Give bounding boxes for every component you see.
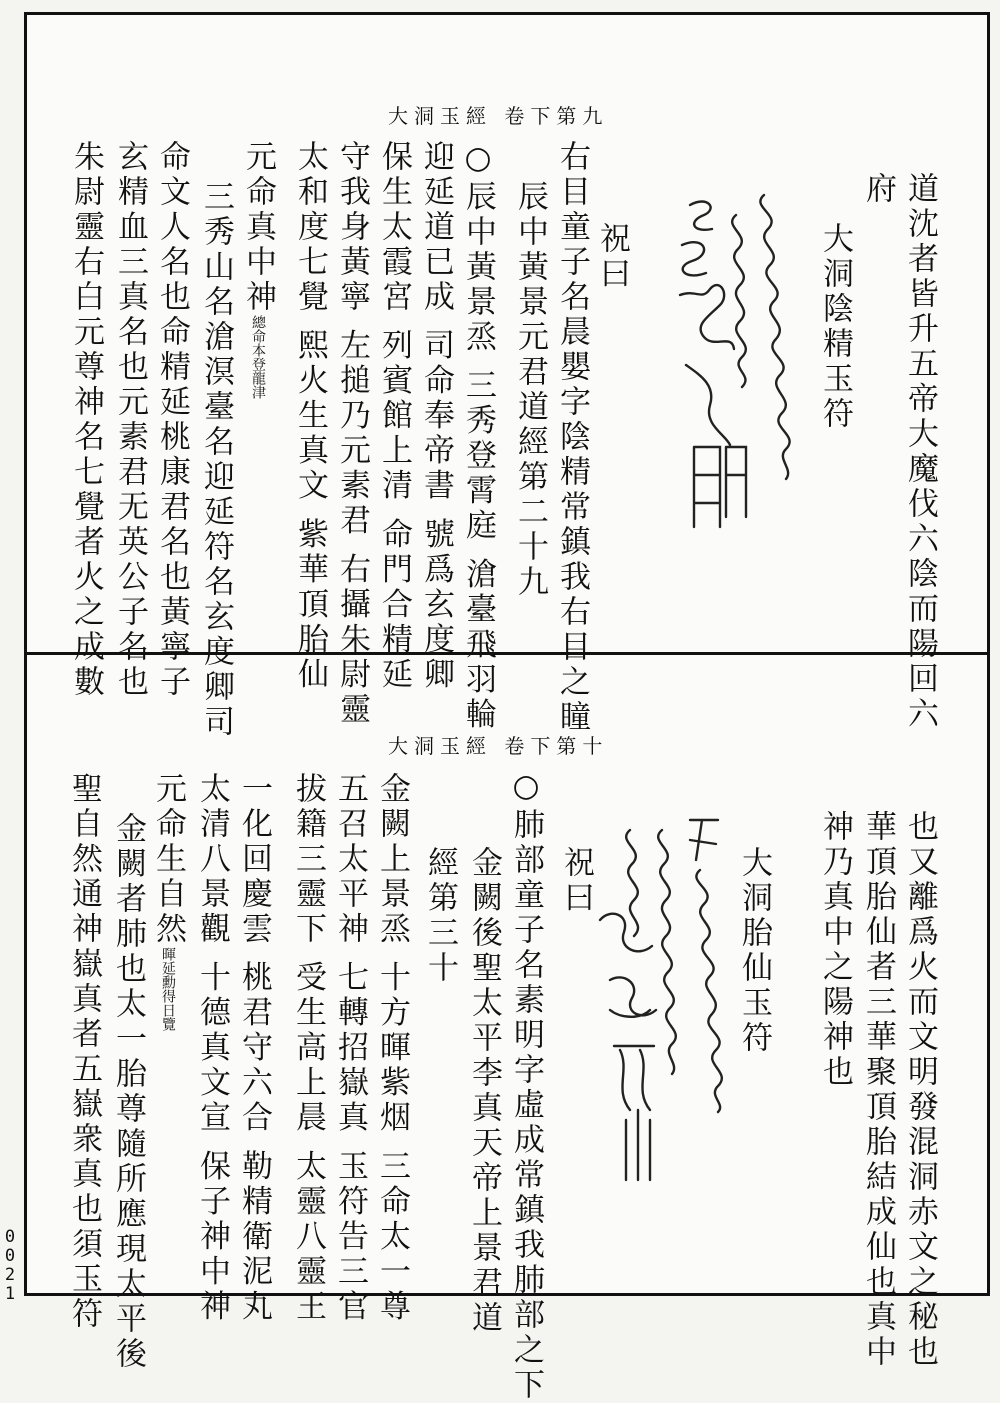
bottom-col-16: 聖自然通神嶽真者五嶽衆真也須玉符 — [66, 772, 102, 1332]
top-col-9: 保生太霞宮 列賓館上清 命門合精延 — [376, 140, 412, 693]
top-col-14: 命文人名也命精延桃康君名也黃寧子 — [154, 140, 190, 700]
top-col-16: 朱尉靈右白元尊神名七覺者火之成數 — [68, 140, 104, 700]
bottom-col-2: 華頂胎仙者三華聚頂胎結成仙也真中 — [860, 810, 896, 1370]
bottom-col-9: 金闕上景烝 十方暉紫烟 三命太一尊 — [374, 772, 410, 1325]
bottom-col-1: 也又離爲火而文明發混洞赤文之秘也 — [902, 810, 938, 1370]
top-col-4: 祝曰 — [594, 222, 630, 292]
top-col-12-note: 總命本登龍津 — [250, 315, 266, 399]
top-col-1: 道沈者皆升五帝大魔伐六陰而陽回六 — [902, 172, 938, 732]
top-col-5: 右目童子名晨嬰字陰精常鎮我右目之瞳 — [554, 140, 590, 735]
top-col-2: 府 — [860, 172, 896, 207]
top-col-7: ○辰中黃景烝 三秀登霄庭 滄臺飛羽輪 — [460, 140, 496, 733]
bottom-col-6: ○肺部童子名素明字虛成常鎮我肺部之下 — [508, 768, 544, 1403]
bottom-col-5: 祝曰 — [558, 846, 594, 916]
bottom-col-13: 太清八景觀 十德真文宣 保子神中神 — [194, 772, 230, 1325]
bottom-col-10: 五召太平神 七轉招嶽真 玉符告三官 — [332, 772, 368, 1325]
top-col-11: 太和度七覺 熙火生真文 紫華頂胎仙 — [292, 140, 328, 693]
top-col-15: 玄精血三真名也元素君无英公子名也 — [112, 140, 148, 700]
talisman-tai-xian-icon — [590, 810, 730, 1190]
bottom-col-7: 金闕後聖太平李真天帝上景君道 — [466, 846, 502, 1336]
top-col-3: 大洞陰精玉符 — [817, 222, 853, 432]
top-col-13: 三秀山名滄溟臺名迎延符名玄度卿司 — [198, 180, 234, 740]
bottom-col-12: 一化回慶雲 桃君守六合 勒精衛泥丸 — [236, 772, 272, 1325]
top-header: 大洞玉經 卷下第九 — [388, 104, 609, 128]
top-col-10: 守我身黃寧 左搥乃元素君 右攝朱尉靈 — [334, 140, 370, 728]
top-col-8: 迎延道已成 司命奉帝書 號爲玄度卿 — [418, 140, 454, 693]
bottom-header: 大洞玉經 卷下第十 — [388, 734, 609, 758]
bottom-col-14-note: 暉延勳得日覽 — [160, 947, 176, 1031]
bottom-col-11: 拔籍三靈下 受生高上晨 太靈八靈王 — [290, 772, 326, 1325]
bottom-col-14: 元命生自然暉延勳得日覽 — [150, 772, 186, 1031]
bottom-col-4: 大洞胎仙玉符 — [736, 846, 772, 1056]
bottom-col-3: 神乃真中之陽神也 — [817, 810, 853, 1090]
bottom-col-8: 經第三十 — [422, 846, 458, 986]
top-col-12: 元命真中神總命本登龍津 — [240, 140, 276, 399]
page-number: 0021 — [4, 1227, 16, 1304]
bottom-col-15: 金闕者肺也太一胎尊隨所應現太平後 — [110, 812, 146, 1372]
talisman-yin-jing-icon — [660, 185, 800, 555]
top-col-6: 辰中黃景元君道經第二十九 — [512, 180, 548, 600]
